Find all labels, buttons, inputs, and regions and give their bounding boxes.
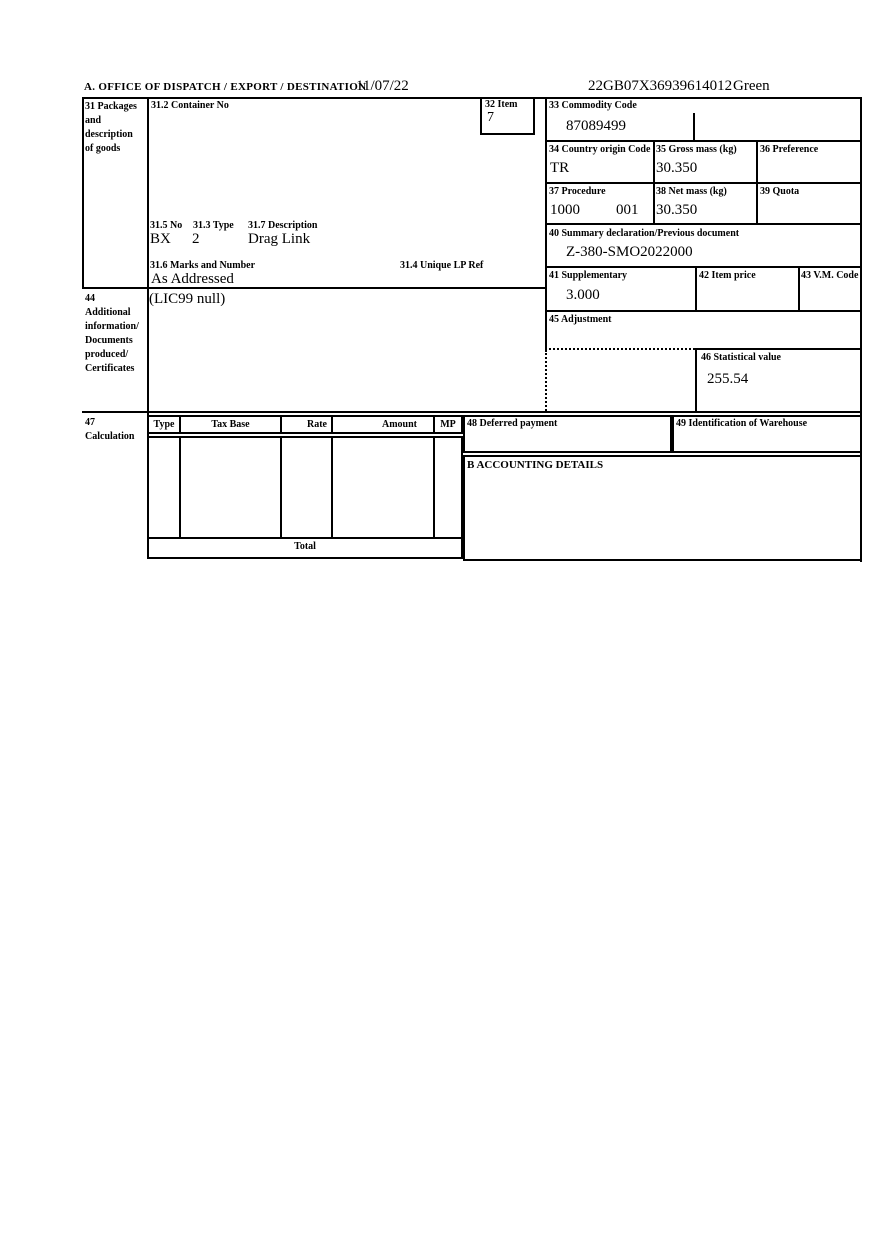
calc-cell-mp: [435, 438, 461, 537]
calc-cell-taxbase: [181, 438, 282, 537]
summary-declaration-value: Z-380-SMO2022000: [566, 244, 693, 260]
calc-header-amount: Amount: [333, 417, 435, 432]
border-row34-bottom: [545, 182, 862, 184]
gross-mass-label: 35 Gross mass (kg): [656, 144, 737, 155]
border-box33-bottom: [545, 140, 862, 142]
additional-info-label: 44 Additional information/ Documents produced/ Certificates: [85, 293, 139, 374]
border-34-35: [653, 140, 655, 225]
border-mid-divider-dotted: [545, 350, 547, 411]
supplementary-label: 41 Supplementary: [549, 270, 628, 281]
calc-header-rate: Rate: [282, 417, 333, 432]
quota-label: 39 Quota: [760, 186, 800, 197]
deferred-payment-label: 48 Deferred payment: [467, 418, 558, 429]
gross-mass-value: 30.350: [656, 160, 698, 176]
declaration-date: 11/07/22: [356, 78, 409, 94]
border-row37-bottom: [545, 223, 862, 225]
border-35-36: [756, 140, 758, 225]
calc-cell-rate: [282, 438, 333, 537]
calc-header-mp: MP: [440, 419, 456, 430]
preference-label: 36 Preference: [760, 144, 819, 155]
supplementary-value: 3.000: [566, 287, 600, 303]
packages-no-value: BX: [150, 231, 171, 247]
unique-lp-ref-label: 31.4 Unique LP Ref: [400, 260, 484, 271]
border-form-top: [82, 97, 862, 99]
item-number-label: 32 Item: [485, 99, 518, 110]
commodity-code-value: 87089499: [566, 118, 626, 134]
marks-number-value: As Addressed: [151, 271, 234, 287]
calculation-label: 47 Calculation: [85, 417, 135, 442]
net-mass-value: 30.350: [656, 202, 698, 218]
calc-header-type: Type: [149, 417, 181, 432]
packages-type-value: 2: [192, 231, 200, 247]
border-box40-bottom: [545, 266, 862, 268]
container-no-label: 31.2 Container No: [151, 100, 229, 111]
border-42-43: [798, 266, 800, 312]
procedure-label: 37 Procedure: [549, 186, 606, 197]
commodity-code-separator: [693, 113, 695, 140]
routing-indicator: Green: [733, 78, 770, 94]
additional-info-value: (LIC99 null): [149, 291, 226, 307]
procedure-value-2: 001: [616, 202, 639, 218]
box31-label: 31 Packages and description of goods: [85, 101, 137, 154]
item-price-label: 42 Item price: [699, 270, 756, 281]
procedure-value-1: 1000: [550, 202, 580, 218]
accounting-details-label: B ACCOUNTING DETAILS: [467, 459, 604, 471]
calc-cell-type: [149, 438, 181, 537]
summary-declaration-label: 40 Summary declaration/Previous document: [549, 228, 740, 239]
item-number-value: 7: [487, 110, 494, 125]
calc-cell-amount: [333, 438, 435, 537]
border-row41-bottom: [545, 310, 862, 312]
border-form-left: [82, 97, 84, 289]
border-box45-bottom-dotted: [545, 348, 695, 350]
marks-number-label: 31.6 Marks and Number: [150, 260, 256, 271]
border-41-42: [695, 266, 697, 312]
calc-header-taxbase: Tax Base: [181, 417, 282, 432]
commodity-code-label: 33 Commodity Code: [549, 100, 637, 111]
packages-description-label: 31.7 Description: [248, 220, 318, 231]
net-mass-label: 38 Net mass (kg): [656, 186, 727, 197]
statistical-value: 255.54: [707, 371, 749, 387]
packages-type-label: 31.3 Type: [193, 220, 234, 231]
calculation-header-row: [147, 415, 463, 434]
border-row44-bottom: [82, 411, 862, 413]
border-row31-bottom: [82, 287, 547, 289]
country-origin-value: TR: [550, 160, 570, 176]
warehouse-id-label: 49 Identification of Warehouse: [676, 418, 808, 429]
statistical-value-label: 46 Statistical value: [701, 352, 781, 363]
mrn-number: 22GB07X36939614012: [588, 78, 733, 94]
packages-description-value: Drag Link: [248, 231, 311, 247]
vm-code-label: 43 V.M. Code: [801, 270, 859, 281]
office-of-dispatch-label: A. OFFICE OF DISPATCH / EXPORT / DESTINATION: [84, 81, 367, 93]
packages-no-label: 31.5 No: [150, 220, 183, 231]
calculation-total-row: Total: [147, 539, 463, 559]
adjustment-label: 45 Adjustment: [549, 314, 612, 325]
country-origin-label: 34 Country origin Code: [549, 144, 651, 155]
calculation-body-row: [147, 436, 463, 539]
